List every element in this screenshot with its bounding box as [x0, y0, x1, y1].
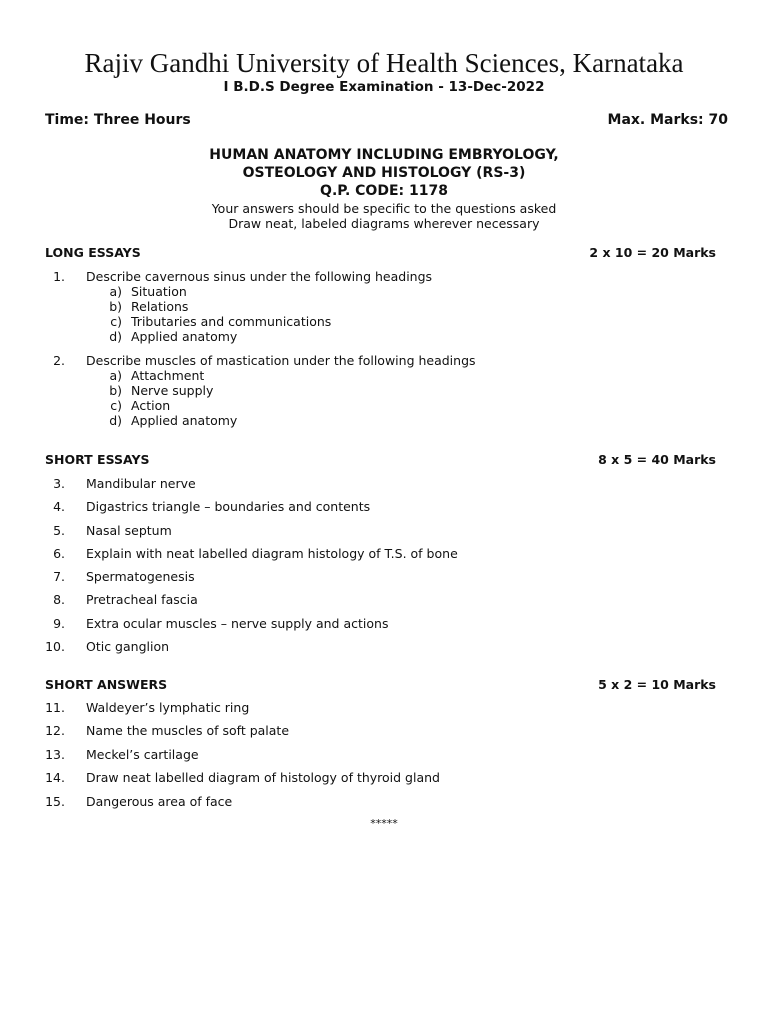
- question-number: 7.: [53, 569, 65, 584]
- question-text: Dangerous area of face: [86, 794, 233, 809]
- time-allowed: Time: Three Hours: [45, 112, 191, 128]
- university-title: Rajiv Gandhi University of Health Sciences, Karnataka: [84, 48, 684, 78]
- question-item: [0, 592, 768, 608]
- sub-question-text: Attachment: [131, 368, 205, 383]
- sub-question-letter: b): [109, 299, 122, 314]
- question-number: 4.: [53, 499, 65, 514]
- question-number: 8.: [53, 592, 65, 607]
- sub-question-item: [0, 383, 768, 398]
- question-text: Spermatogenesis: [86, 569, 195, 584]
- sub-question-text: Action: [131, 398, 171, 413]
- question-item: [0, 269, 768, 285]
- question-item: [0, 700, 768, 716]
- sub-question-letter: a): [109, 284, 122, 299]
- question-text: Explain with neat labelled diagram histology of T.S. of bone: [86, 546, 458, 561]
- question-number: 11.: [45, 700, 65, 715]
- question-item: [0, 616, 768, 632]
- section-marks-short-answers: 5 x 2 = 10 Marks: [598, 677, 716, 692]
- question-text: Name the muscles of soft palate: [86, 723, 290, 738]
- sub-question-item: [0, 368, 768, 383]
- instruction-diagrams: Draw neat, labeled diagrams wherever necessary: [228, 216, 540, 231]
- question-number: 5.: [53, 523, 65, 538]
- sub-question-item: [0, 398, 768, 413]
- question-number: 9.: [53, 616, 65, 631]
- question-text: Nasal septum: [86, 523, 172, 538]
- question-text: Pretracheal fascia: [86, 592, 198, 607]
- section-marks-short-essays: 8 x 5 = 40 Marks: [598, 452, 716, 467]
- question-item: [0, 794, 768, 810]
- question-number: 2.: [53, 353, 65, 368]
- qp-code: Q.P. CODE: 1178: [320, 183, 448, 199]
- question-number: 1.: [53, 269, 65, 284]
- question-number: 13.: [45, 747, 65, 762]
- question-number: 6.: [53, 546, 65, 561]
- sub-question-item: [0, 314, 768, 329]
- exam-title: I B.D.S Degree Examination - 13-Dec-2022: [223, 79, 545, 95]
- sub-question-text: Nerve supply: [131, 383, 214, 398]
- question-item: [0, 569, 768, 585]
- sub-question-item: [0, 413, 768, 428]
- max-marks: Max. Marks: 70: [607, 112, 728, 128]
- question-text: Describe muscles of mastication under the following headings: [86, 353, 476, 368]
- sub-question-letter: c): [110, 398, 122, 413]
- sub-question-text: Situation: [131, 284, 187, 299]
- question-number: 3.: [53, 476, 65, 491]
- sub-question-item: [0, 299, 768, 314]
- end-of-paper-mark: *****: [370, 817, 398, 830]
- section-title-long-essays: LONG ESSAYS: [45, 245, 141, 260]
- question-item: [0, 546, 768, 562]
- section-title-short-answers: SHORT ANSWERS: [45, 677, 168, 692]
- question-item: [0, 523, 768, 539]
- question-item: [0, 476, 768, 492]
- question-item: [0, 353, 768, 369]
- sub-question-letter: c): [110, 314, 122, 329]
- question-item: [0, 770, 768, 786]
- question-text: Waldeyer’s lymphatic ring: [86, 700, 250, 715]
- question-number: 10.: [45, 639, 65, 654]
- question-text: Describe cavernous sinus under the following headings: [86, 269, 433, 284]
- sub-question-letter: a): [109, 368, 122, 383]
- question-text: Extra ocular muscles – nerve supply and actions: [86, 616, 389, 631]
- section-title-short-essays: SHORT ESSAYS: [45, 452, 150, 467]
- question-item: [0, 747, 768, 763]
- question-item: [0, 639, 768, 655]
- section-marks-long-essays: 2 x 10 = 20 Marks: [589, 245, 716, 260]
- question-item: [0, 499, 768, 515]
- sub-question-text: Relations: [131, 299, 189, 314]
- sub-question-letter: d): [109, 329, 122, 344]
- question-text: Mandibular nerve: [86, 476, 196, 491]
- instruction-specific: Your answers should be specific to the questions asked: [211, 201, 557, 216]
- sub-question-item: [0, 329, 768, 344]
- question-number: 15.: [45, 794, 65, 809]
- question-number: 14.: [45, 770, 65, 785]
- sub-question-text: Tributaries and communications: [131, 314, 332, 329]
- question-text: Otic ganglion: [86, 639, 170, 654]
- sub-question-letter: d): [109, 413, 122, 428]
- sub-question-text: Applied anatomy: [131, 329, 238, 344]
- question-item: [0, 723, 768, 739]
- subject-title-line1: HUMAN ANATOMY INCLUDING EMBRYOLOGY,: [209, 147, 559, 163]
- sub-question-letter: b): [109, 383, 122, 398]
- question-text: Meckel’s cartilage: [86, 747, 199, 762]
- sub-question-text: Applied anatomy: [131, 413, 238, 428]
- question-number: 12.: [45, 723, 65, 738]
- subject-title-line2: OSTEOLOGY AND HISTOLOGY (RS-3): [242, 165, 526, 181]
- sub-question-item: [0, 284, 768, 299]
- question-text: Digastrics triangle – boundaries and contents: [86, 499, 371, 514]
- question-text: Draw neat labelled diagram of histology of thyroid gland: [86, 770, 440, 785]
